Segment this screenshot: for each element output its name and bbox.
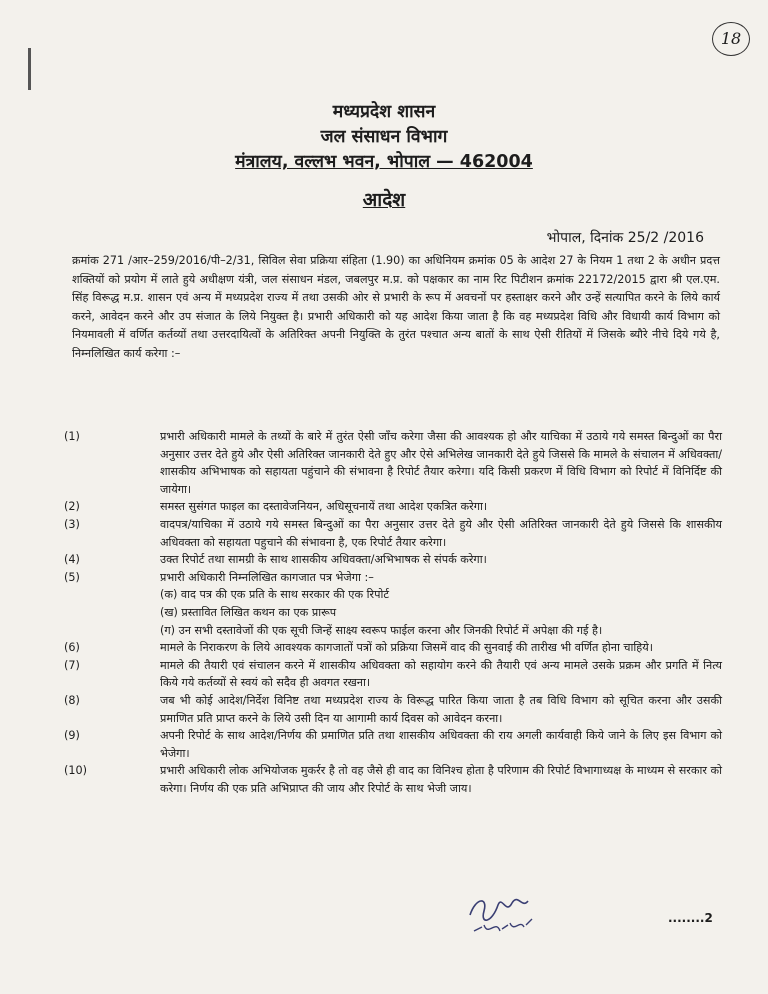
list-item — [64, 727, 722, 762]
point-line: (ग) उन सभी दस्तावेजों की एक सूची जिन्हें साक्ष्य स्वरूप फाईल करना और जिनकी रिपोर्ट में अपेक्षा की गई है। — [160, 623, 603, 637]
point-text — [160, 727, 722, 762]
point-line: मामले के निराकरण के लिये आवश्यक कागजातों पत्रों को प्रक्रिया जिसमें वाद की सुनवाई की तारीख भी वर्णित होना चाहिये। — [160, 641, 653, 655]
point-text — [160, 657, 722, 692]
points-list — [64, 428, 722, 797]
list-item — [64, 516, 722, 551]
govt-name: मध्यप्रदेश शासन — [332, 102, 436, 122]
list-item — [64, 498, 722, 516]
order-title: आदेश — [362, 189, 406, 211]
point-line: (ख) प्रस्तावित लिखित कथन का एक प्रारूप — [160, 605, 337, 619]
point-text — [160, 551, 722, 569]
letterhead — [0, 100, 768, 175]
point-line: प्रभारी अधिकारी निम्नलिखित कागजात पत्र भेजेगा :– — [160, 570, 374, 584]
point-text — [160, 639, 722, 657]
point-number: (5) — [64, 570, 80, 584]
list-item — [64, 569, 722, 639]
point-line: प्रभारी अधिकारी लोक अभियोजक मुकर्रर है तो वह जैसे ही वाद का विनिश्च होता है परिणाम की रिपोर्ट विभागाध्यक्ष के माध्यम से सरकार को करेगा। निर्णय की एक प्रति अभिप्राप्त की जाय और रिपोर्ट के साथ भेजी जाय। — [160, 764, 722, 795]
point-line: अपनी रिपोर्ट के साथ आदेश/निर्णय की प्रमाणित प्रति तथा शासकीय अधिवक्ता की राय अगली कार्यवाही किये जाने के लिए इस विभाग को भेजेगा। — [160, 729, 722, 760]
point-number: (2) — [64, 500, 80, 514]
point-text — [160, 428, 722, 498]
page-number: 18 — [712, 22, 750, 56]
list-item — [64, 551, 722, 569]
continued-marker: ........2 — [668, 911, 713, 925]
intro-paragraph: क्रमांक 271 /आर–259/2016/पी–2/31, सिविल सेवा प्रक्रिया संहिता (1.90) का अधिनियम क्रमांक 05 के आदेश 27 के नियम 1 तथा 2 के अधीन प्रदत्त शक्तियों को प्रयोग में लाते हुये अधीक्षण यंत्री, जल संसाधन मंडल, जबलपुर म.प्र. को पक्षकार का नाम रिट पिटीशन क्रमांक 22172/2015 द्वारा श्री एल.एम. सिंह विरूद्ध म.प्र. शासन एवं अन्य में मध्यप्रदेश राज्य में तथा उसकी ओर से प्रभारी के रूप में अवचनों पर हस्ताक्षर करने और उन्हें सत्यापित करने के लिये कार्य करने, आवेदन करने और उप संजात के लिये नियुक्त है। प्रभारी अधिकारी को यह आदेश किया जाता है कि वह मध्यप्रदेश विधि और विधायी कार्य विभाग को नियमावली में वर्णित कर्तव्यों तथा उत्तरदायित्वों के अतिरिक्त अपनी नियुक्ति के तुरंत पश्चात अन्य बातों के साथ ऐसी रीतियों में जिसके ब्यौरे नीचे दिये गये है, निम्नलिखित कार्य करेगा :– — [72, 254, 720, 360]
point-text — [160, 569, 722, 639]
point-line: मामले की तैयारी एवं संचालन करने में शासकीय अधिवक्ता को सहायोग करने की तैयारी एवं अन्य मामले उसके प्रक्रम और प्रगति में नित्य किये गये कर्तव्यों से स्वयं को सदैव ही अवगत रखना। — [160, 658, 722, 690]
point-text — [160, 692, 722, 727]
point-number: (4) — [64, 553, 80, 567]
place-date: भोपाल, दिनांक 25/2 /2016 — [546, 230, 704, 246]
point-line: (क) वाद पत्र की एक प्रति के साथ सरकार की एक रिपोर्ट — [160, 588, 389, 602]
list-item — [64, 692, 722, 727]
point-number: (6) — [64, 641, 80, 655]
point-line: उक्त रिपोर्ट तथा सामग्री के साथ शासकीय अधिवक्ता/अभिभाषक से संपर्क करेगा। — [160, 553, 487, 567]
department-name: जल संसाधन विभाग — [320, 127, 448, 147]
point-text — [160, 762, 722, 797]
point-number: (8) — [64, 693, 80, 707]
list-item — [64, 428, 722, 498]
point-text — [160, 498, 722, 516]
point-text — [160, 516, 722, 551]
point-line: प्रभारी अधिकारी मामले के तथ्यों के बारे में तुरंत ऐसी जाँच करेगा जैसा की आवश्यक हो और याचिका में उठाये गये समस्त बिन्दुओं का पैरा अनुसार उत्तर देते हुये और ऐसी अतिरिक्त जानकारी देते हुए और ऐसे अभिलेख जानकारी देते हुये जिससे कि मामले के संचालन में अधिवक्ता/शासकीय अभिभाषक को सहायता पहुंचाने की संभावना है रिपोर्ट तैयार करेगा। यदि किसी प्रकरण में विधि विभाग को रिपोर्ट में विनिर्दिष्ट की जायेगा। — [160, 430, 722, 496]
list-item — [64, 657, 722, 692]
point-line: जब भी कोई आदेश/निर्देश विनिष्ट तथा मध्यप्रदेश राज्य के विरूद्ध पारित किया जाता है तब विधि विभाग को सूचित करना और उसकी प्रमाणित प्रति प्राप्त करने के लिये उसी दिन या आगामी कार्य दिवस को आवेदन करना। — [160, 693, 722, 725]
point-number: (9) — [64, 729, 80, 743]
point-number: (3) — [64, 517, 80, 531]
department-address: मंत्रालय, वल्लभ भवन, भोपाल — 462004 — [235, 152, 533, 172]
list-item — [64, 762, 722, 797]
scan-mark — [28, 48, 31, 90]
signature-image — [462, 885, 552, 947]
point-line: वादपत्र/याचिका में उठाये गये समस्त बिन्दुओं का पैरा अनुसार उत्तर देते हुये और ऐसी अतिरिक्त जानकारी देते हुये जिससे कि शासकीय अधिवक्ता को सहायता पहुचाने की संभावना है, एक रिपोर्ट तैयार करेगा। — [160, 517, 722, 549]
point-number: (10) — [64, 764, 87, 778]
list-item — [64, 639, 722, 657]
point-line: समस्त सुसंगत फाइल का दस्तावेजनियन, अधिसूचनायें तथा आदेश एकत्रित करेगा। — [160, 500, 488, 514]
point-number: (1) — [64, 430, 80, 443]
point-number: (7) — [64, 658, 80, 672]
